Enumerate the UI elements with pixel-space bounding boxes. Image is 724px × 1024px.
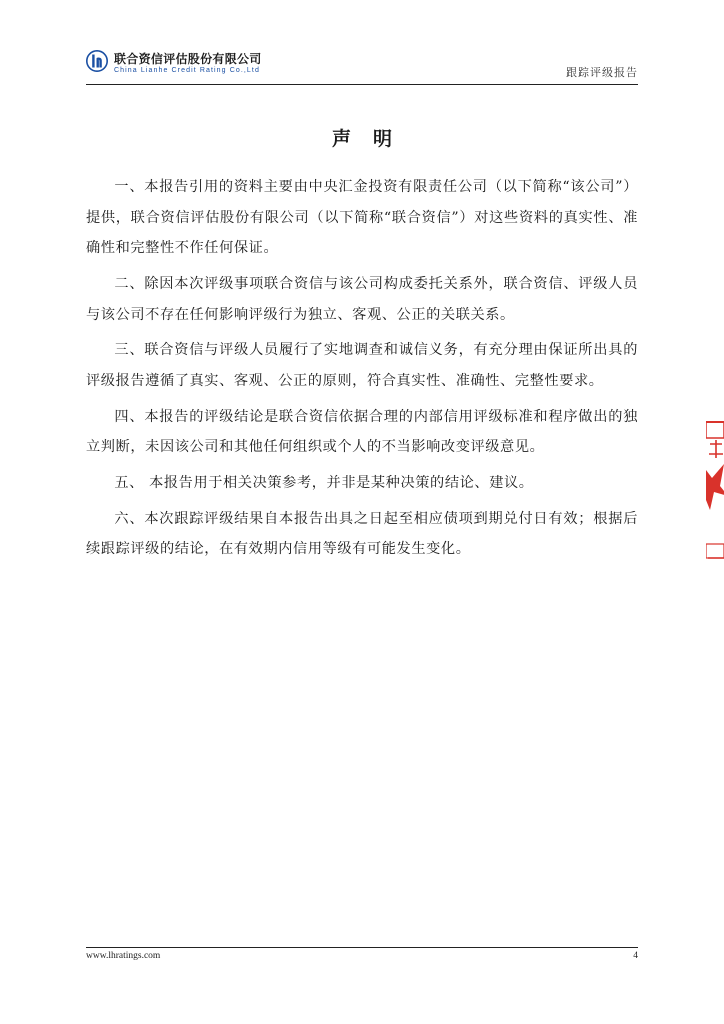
declaration-paragraph-2: 二、除因本次评级事项联合资信与该公司构成委托关系外，联合资信、评级人员与该公司不存在任何影响评级行为独立、客观、公正的关联关系。 [86,275,638,323]
page-title: 声明 [331,128,414,150]
header-divider [86,84,638,85]
declaration-paragraph-3: 三、联合资信与评级人员履行了实地调查和诚信义务，有充分理由保证所出具的评级报告遵循了真实、客观、公正的原则，符合真实性、准确性、完整性要求。 [86,342,638,389]
red-seal-stamp-icon [706,418,724,566]
lianhe-logo-icon [86,50,108,72]
declaration-paragraph-4: 四、本报告的评级结论是联合资信依据合理的内部信用评级标准和程序做出的独立判断，未因该公司和其他任何组织或个人的不当影响改变评级意见。 [86,408,638,456]
report-type-label: 跟踪评级报告 [566,66,638,79]
declaration-paragraph-6: 六、本次跟踪评级结果自本报告出具之日起至相应债项到期兑付日有效；根据后续跟踪评级的结论，在有效期内信用等级有可能发生变化。 [86,510,638,558]
company-name-en: China Lianhe Credit Rating Co.,Ltd [114,67,260,74]
company-name-cn: 联合资信评估股份有限公司 [114,52,262,66]
page-number: 4 [633,951,638,961]
page-header [86,48,638,84]
declaration-paragraph-5: 五、 本报告用于相关决策参考，并非是某种决策的结论、建议。 [114,475,534,492]
declaration-paragraph-1: 一、本报告引用的资料主要由中央汇金投资有限责任公司（以下简称“该公司”）提供，联合资信评估股份有限公司（以下简称“联合资信”）对这些资料的真实性、准确性和完整性不作任何保证。 [86,179,638,257]
footer-divider [86,947,638,948]
footer-website: www.lhratings.com [86,951,161,961]
declaration-body [86,172,638,570]
